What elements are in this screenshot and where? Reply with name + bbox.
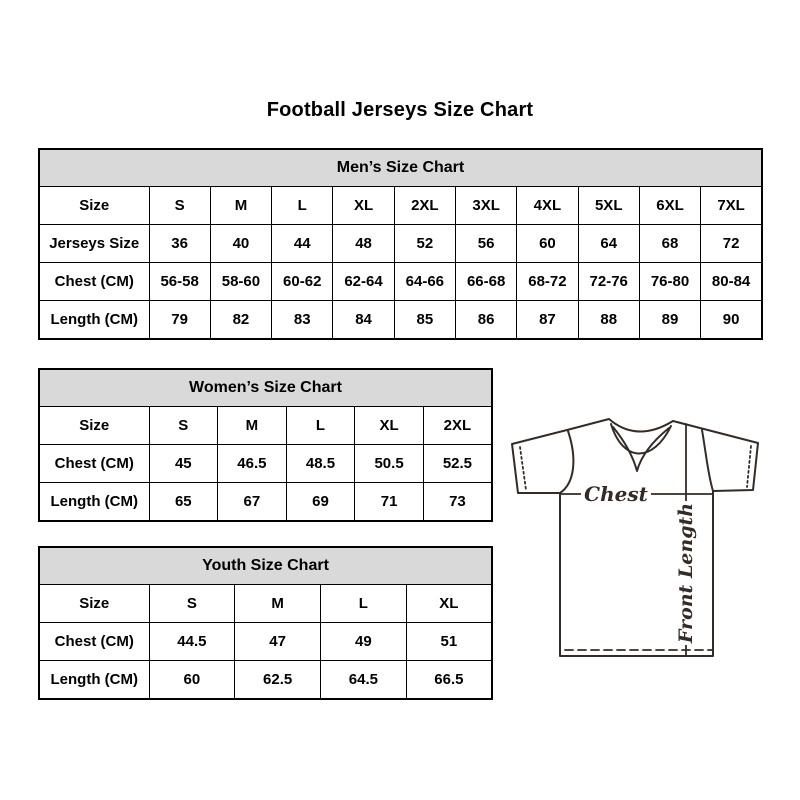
youth-value-cell: XL [406, 585, 492, 623]
youth-size-table [38, 546, 493, 700]
women-value-cell: 67 [218, 483, 287, 522]
men-value-cell: 83 [272, 301, 333, 340]
men-value-cell: 88 [578, 301, 639, 340]
jersey-outline [512, 419, 758, 656]
womens-size-table [38, 368, 493, 522]
men-value-cell: 84 [333, 301, 394, 340]
men-value-cell: 85 [394, 301, 455, 340]
men-value-cell: 3XL [455, 187, 516, 225]
men-value-cell: 72-76 [578, 263, 639, 301]
men-value-cell: XL [333, 187, 394, 225]
chest-label: Chest [584, 482, 648, 506]
men-value-cell: 56 [455, 225, 516, 263]
mens-size-table [38, 148, 763, 340]
women-value-cell: 73 [423, 483, 492, 522]
women-row-label: Chest (CM) [39, 445, 149, 483]
men-value-cell: 40 [210, 225, 271, 263]
youth-value-cell: S [149, 585, 235, 623]
women-value-cell: M [218, 407, 287, 445]
men-value-cell: 87 [517, 301, 578, 340]
men-value-cell: 68-72 [517, 263, 578, 301]
women-value-cell: S [149, 407, 218, 445]
youth-row-label: Size [39, 585, 149, 623]
men-value-cell: 7XL [701, 187, 762, 225]
men-table-title: Men’s Size Chart [39, 149, 762, 187]
youth-value-cell: 49 [321, 623, 407, 661]
youth-value-cell: 60 [149, 661, 235, 700]
men-row-label: Size [39, 187, 149, 225]
youth-value-cell: 66.5 [406, 661, 492, 700]
men-value-cell: 36 [149, 225, 210, 263]
men-value-cell: 72 [701, 225, 762, 263]
men-value-cell: 48 [333, 225, 394, 263]
men-value-cell: 44 [272, 225, 333, 263]
men-value-cell: 90 [701, 301, 762, 340]
men-row-label: Chest (CM) [39, 263, 149, 301]
collar-v-line [613, 427, 669, 471]
women-table-title: Women’s Size Chart [39, 369, 492, 407]
youth-value-cell: L [321, 585, 407, 623]
women-value-cell: 2XL [423, 407, 492, 445]
men-value-cell: 89 [639, 301, 700, 340]
men-value-cell: 66-68 [455, 263, 516, 301]
youth-table-title: Youth Size Chart [39, 547, 492, 585]
right-armhole-seam [702, 430, 713, 491]
women-value-cell: 46.5 [218, 445, 287, 483]
women-value-cell: 50.5 [355, 445, 424, 483]
youth-row-label: Length (CM) [39, 661, 149, 700]
youth-value-cell: 47 [235, 623, 321, 661]
women-value-cell: 48.5 [286, 445, 355, 483]
men-value-cell: 64 [578, 225, 639, 263]
men-value-cell: 60 [517, 225, 578, 263]
women-value-cell: 52.5 [423, 445, 492, 483]
men-row-label: Jerseys Size [39, 225, 149, 263]
youth-value-cell: 62.5 [235, 661, 321, 700]
men-value-cell: 52 [394, 225, 455, 263]
men-value-cell: 80-84 [701, 263, 762, 301]
men-value-cell: 79 [149, 301, 210, 340]
youth-value-cell: 64.5 [321, 661, 407, 700]
left-cuff-stitch-line [520, 447, 526, 490]
men-value-cell: 56-58 [149, 263, 210, 301]
left-armhole-seam [560, 431, 573, 493]
men-value-cell: L [272, 187, 333, 225]
men-value-cell: 4XL [517, 187, 578, 225]
right-cuff-stitch-line [747, 446, 751, 487]
youth-value-cell: 44.5 [149, 623, 235, 661]
youth-row-label: Chest (CM) [39, 623, 149, 661]
men-value-cell: 76-80 [639, 263, 700, 301]
men-value-cell: 58-60 [210, 263, 271, 301]
youth-value-cell: M [235, 585, 321, 623]
women-value-cell: 65 [149, 483, 218, 522]
front-length-label: Front Length [675, 502, 697, 644]
men-value-cell: 62-64 [333, 263, 394, 301]
youth-value-cell: 51 [406, 623, 492, 661]
women-value-cell: 71 [355, 483, 424, 522]
men-value-cell: 2XL [394, 187, 455, 225]
men-value-cell: 60-62 [272, 263, 333, 301]
men-row-label: Length (CM) [39, 301, 149, 340]
men-value-cell: 6XL [639, 187, 700, 225]
men-value-cell: 68 [639, 225, 700, 263]
men-value-cell: 5XL [578, 187, 639, 225]
women-value-cell: L [286, 407, 355, 445]
women-row-label: Size [39, 407, 149, 445]
women-value-cell: 45 [149, 445, 218, 483]
collar-band-line [611, 424, 671, 454]
women-value-cell: XL [355, 407, 424, 445]
men-value-cell: 86 [455, 301, 516, 340]
women-row-label: Length (CM) [39, 483, 149, 522]
men-value-cell: 64-66 [394, 263, 455, 301]
jersey-diagram [505, 413, 770, 663]
women-value-cell: 69 [286, 483, 355, 522]
page-title: Football Jerseys Size Chart [266, 99, 534, 121]
men-value-cell: M [210, 187, 271, 225]
men-value-cell: 82 [210, 301, 271, 340]
men-value-cell: S [149, 187, 210, 225]
